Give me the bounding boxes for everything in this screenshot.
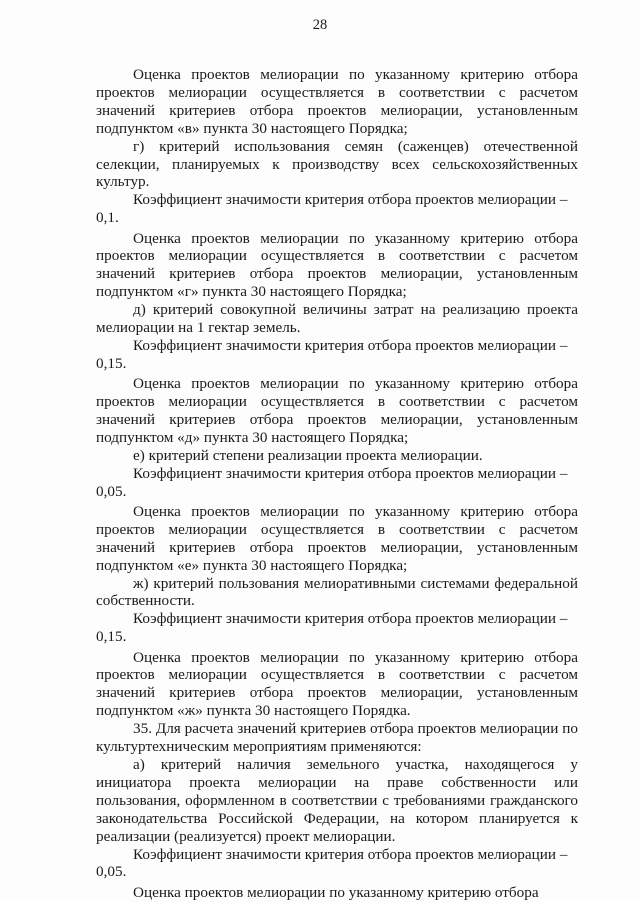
paragraph-criterion-zh: ж) критерий пользования мелиоративными системами федеральной собственности. <box>96 574 578 610</box>
paragraph-criterion-d: д) критерий совокупной величины затрат на реализацию проекта мелиорации на 1 гектар земель. <box>96 301 578 337</box>
paragraph-evaluation-a: Оценка проектов мелиорации по указанному критерию отбора <box>133 883 539 901</box>
paragraph-evaluation-g: Оценка проектов мелиорации по указанному критерию отбора проектов мелиорации осуществляется в соответствии с расчетом значений критериев отбора проектов мелиорации, установленным подпунктом «г» пункта 30 настоящего Порядка; <box>96 229 578 301</box>
page-number: 28 <box>312 17 328 33</box>
paragraph-coefficient-value: 0,1. <box>96 209 119 227</box>
paragraph-coefficient-label: Коэффициент значимости критерия отбора проектов мелиорации – <box>133 464 568 482</box>
paragraph-evaluation-zh: Оценка проектов мелиорации по указанному критерию отбора проектов мелиорации осуществляется в соответствии с расчетом значений критериев отбора проектов мелиорации, установленным подпунктом «ж» пункта 30 настоящего Порядка. <box>96 648 578 720</box>
paragraph-criterion-g: г) критерий использования семян (саженцев) отечественной селекции, планируемых к производству всех сельскохозяйственных культур. <box>96 137 578 191</box>
paragraph-evaluation-v: Оценка проектов мелиорации по указанному критерию отбора проектов мелиорации осуществляется в соответствии с расчетом значений критериев отбора проектов мелиорации, установленным подпунктом «в» пункта 30 настоящего Порядка; <box>96 66 578 137</box>
paragraph-coefficient-value: 0,05. <box>96 863 127 881</box>
paragraph-coefficient-value: 0,05. <box>96 482 127 500</box>
paragraph-coefficient-label: Коэффициент значимости критерия отбора проектов мелиорации – <box>133 336 568 354</box>
paragraph-evaluation-e: Оценка проектов мелиорации по указанному критерию отбора проектов мелиорации осуществляется в соответствии с расчетом значений критериев отбора проектов мелиорации, установленным подпунктом «е» пункта 30 настоящего Порядка; <box>96 502 578 574</box>
paragraph-coefficient-value: 0,15. <box>96 354 127 372</box>
paragraph-coefficient-label: Коэффициент значимости критерия отбора проектов мелиорации – <box>133 610 568 628</box>
paragraph-coefficient-label: Коэффициент значимости критерия отбора проектов мелиорации – <box>133 191 568 209</box>
paragraph-coefficient-label: Коэффициент значимости критерия отбора проектов мелиорации – <box>133 845 568 863</box>
paragraph-evaluation-d: Оценка проектов мелиорации по указанному критерию отбора проектов мелиорации осуществляется в соответствии с расчетом значений критериев отбора проектов мелиорации, установленным подпунктом «д» пункта 30 настоящего Порядка; <box>96 375 578 446</box>
paragraph-coefficient-value: 0,15. <box>96 628 127 646</box>
document-body <box>96 66 578 902</box>
paragraph-criterion-e: е) критерий степени реализации проекта мелиорации. <box>133 446 483 464</box>
paragraph-section-35: 35. Для расчета значений критериев отбора проектов мелиорации по культуртехническим мероприятиям применяются: <box>96 720 578 756</box>
paragraph-criterion-a: а) критерий наличия земельного участка, находящегося у инициатора проекта мелиорации на праве собственности или пользования, оформленном в соответствии с требованиями гражданского законодательства Российской Федерации, на котором планируется к реализации (реализуется) проект мелиорации. <box>96 756 578 845</box>
